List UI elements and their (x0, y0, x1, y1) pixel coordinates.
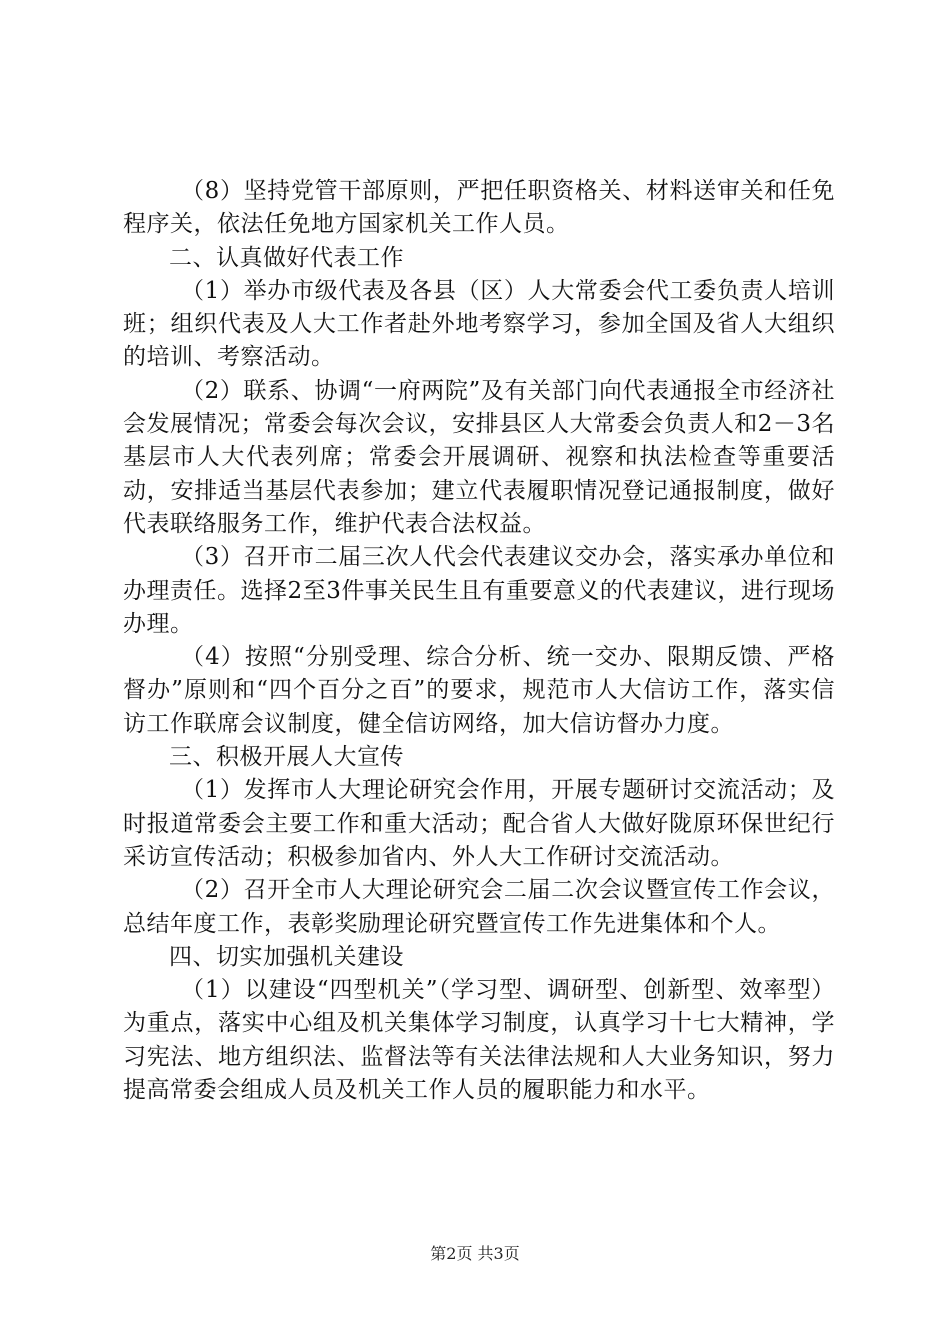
paragraph-item: （2）联系、协调“一府两院”及有关部门向代表通报全市经济社会发展情况；常委会每次会议，安排县区人大常委会负责人和2－3名基层市人大代表列席；常委会开展调研、视察和执法检查等重要活动，安排适当基层代表参加；建立代表履职情况登记通报制度，做好代表联络服务工作，维护代表合法权益。 (123, 377, 835, 537)
section-heading-4: 四、切实加强机关建设 (169, 943, 404, 970)
paragraph-item: （1）举办市级代表及各县（区）人大常委会代工委负责人培训班；组织代表及人大工作者赴外地考察学习，参加全国及省人大组织的培训、考察活动。 (123, 277, 835, 371)
section-heading-2: 二、认真做好代表工作 (169, 244, 404, 271)
paragraph-item-8: （8）坚持党管干部原则，严把任职资格关、材料送审关和任免程序关，依法任免地方国家机关工作人员。 (123, 178, 835, 238)
paragraph-item: （3）召开市二届三次人代会代表建议交办会，落实承办单位和办理责任。选择2至3件事关民生且有重要意义的代表建议，进行现场办理。 (123, 544, 835, 637)
page-number-footer: 第2页 共3页 (430, 1244, 520, 1263)
paragraph-item: （2）召开全市人大理论研究会二届二次会议暨宣传工作会议，总结年度工作，表彰奖励理论研究暨宣传工作先进集体和个人。 (123, 877, 835, 937)
paragraph-item: （1）发挥市人大理论研究会作用，开展专题研讨交流活动；及时报道常委会主要工作和重大活动；配合省人大做好陇原环保世纪行采访宣传活动；积极参加省内、外人大工作研讨交流活动。 (123, 777, 835, 870)
section-heading-3: 三、积极开展人大宣传 (169, 744, 404, 771)
paragraph-item: （4）按照“分别受理、综合分析、统一交办、限期反馈、严格督办”原则和“四个百分之百”的要求，规范市人大信访工作，落实信访工作联席会议制度，健全信访网络，加大信访督办力度。 (123, 644, 835, 737)
paragraph-item: （1）以建设“四型机关”（学习型、调研型、创新型、效率型）为重点，落实中心组及机关集体学习制度，认真学习十七大精神，学习宪法、地方组织法、监督法等有关法律法规和人大业务知识，努力提高常委会组成人员及机关工作人员的履职能力和水平。 (123, 977, 835, 1104)
document-body (123, 175, 835, 1107)
